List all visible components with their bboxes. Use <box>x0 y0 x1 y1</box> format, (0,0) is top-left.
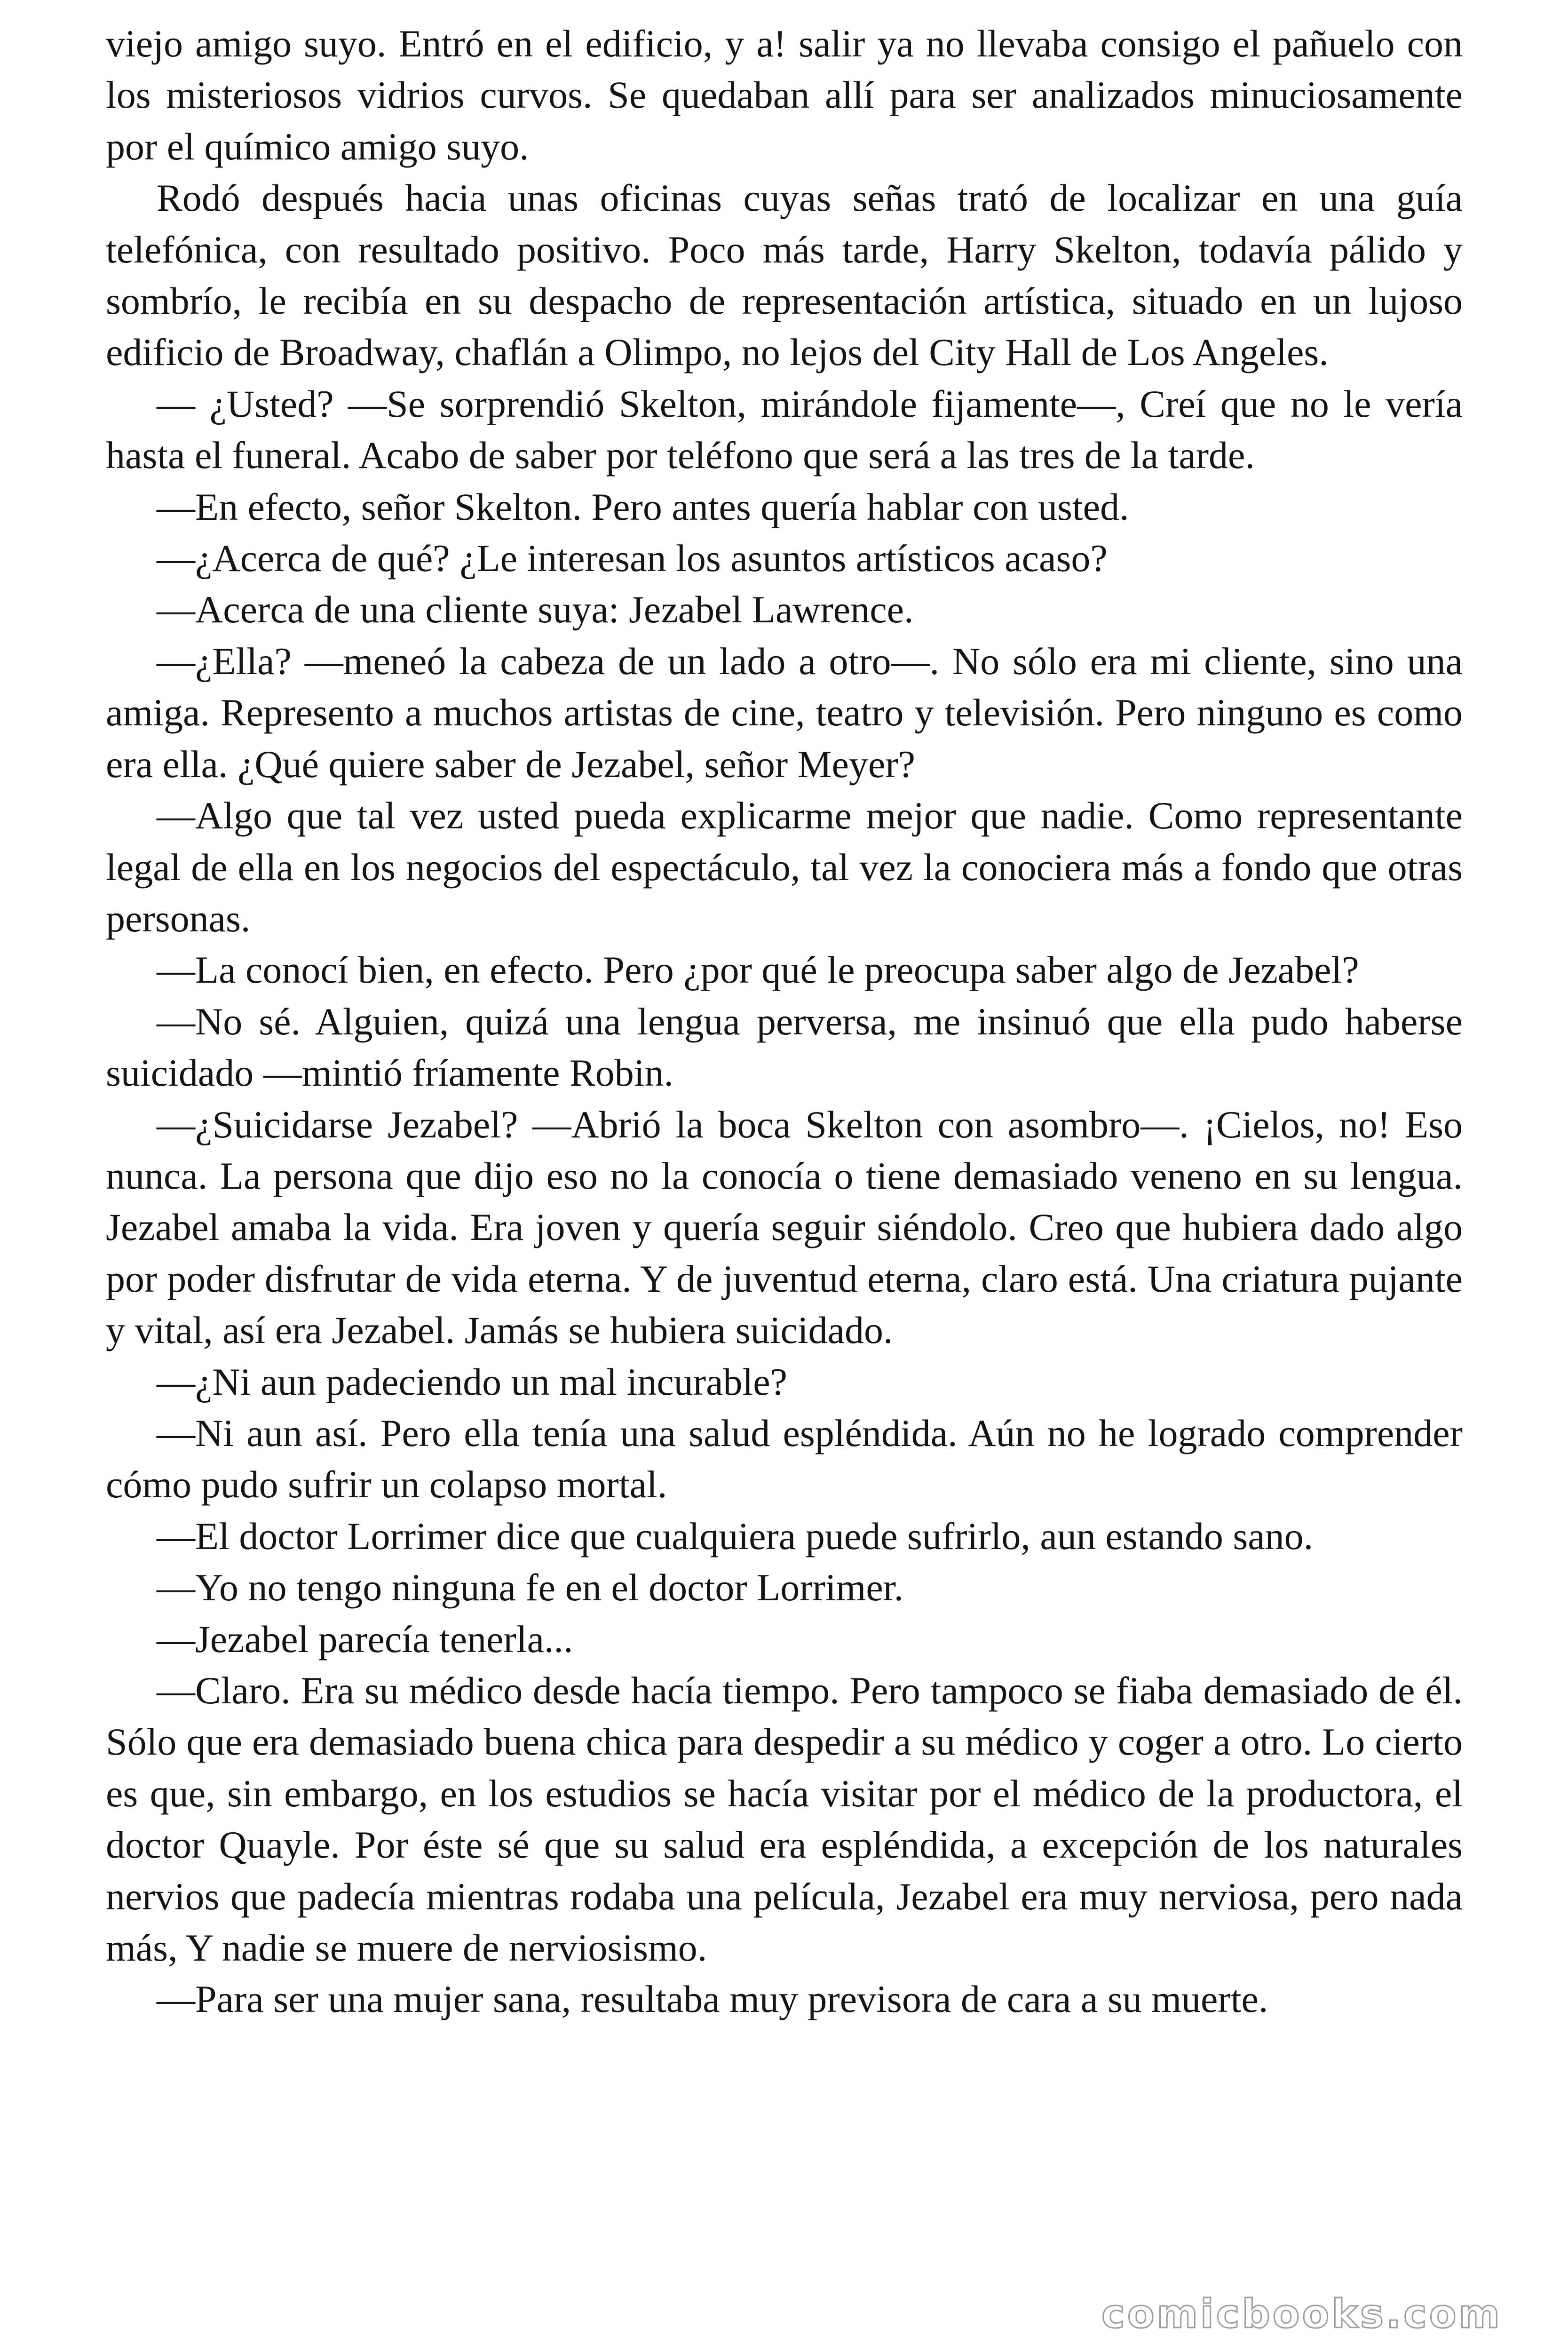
paragraph-continued: viejo amigo suyo. Entró en el edificio, y a! salir ya no llevaba consigo el pañuelo con los misteriosos vidrios curvos. Se quedaban allí para ser analizados minuciosamente por el químico amigo suyo. <box>106 22 1463 168</box>
dialogue-line: —El doctor Lorrimer dice que cualquiera puede sufrirlo, aun estando sano. <box>157 1514 1314 1557</box>
dialogue-line: —Ni aun así. Pero ella tenía una salud espléndida. Aún no he logrado comprender cómo pudo sufrir un colapso mortal. <box>106 1411 1463 1506</box>
watermark-logo: comicbooks.com <box>1101 2291 1502 2337</box>
dialogue-line: —Para ser una mujer sana, resultaba muy previsora de cara a su muerte. <box>157 1978 1268 2021</box>
dialogue-line: —Yo no tengo ninguna fe en el doctor Lorrimer. <box>157 1566 904 1609</box>
dialogue-line: —No sé. Alguien, quizá una lengua perversa, me insinuó que ella pudo haberse suicidado —mintió fríamente Robin. <box>106 1000 1463 1095</box>
dialogue-line: —¿Ella? —meneó la cabeza de un lado a otro—. No sólo era mi cliente, sino una amiga. Represento a muchos artistas de cine, teatro y televisión. Pero ninguno es como era ella. ¿Qué quiere saber de Jezabel, señor Meyer? <box>106 639 1463 786</box>
dialogue-line: —¿Ni aun padeciendo un mal incurable? <box>157 1360 788 1403</box>
dialogue-line: —¿Suicidarse Jezabel? —Abrió la boca Skelton con asombro—. ¡Cielos, no! Eso nunca. La persona que dijo eso no la conocía o tiene demasiado veneno en su lengua. Jezabel amaba la vida. Era joven y quería seguir siéndolo. Creo que hubiera dado algo por poder disfrutar de vida eterna. Y de juventud eterna, claro está. Una criatura pujante y vital, así era Jezabel. Jamás se hubiera suicidado. <box>106 1103 1463 1352</box>
dialogue-line: —En efecto, señor Skelton. Pero antes quería hablar con usted. <box>157 485 1129 528</box>
dialogue-line: —Claro. Era su médico desde hacía tiempo. Pero tampoco se fiaba demasiado de él. Sólo que era demasiado buena chica para despedir a su médico y coger a otro. Lo cierto es que, sin embargo, en los estudios se hacía visitar por el médico de la productora, el doctor Quayle. Por éste sé que su salud era espléndida, a excepción de los naturales nervios que padecía mientras rodaba una película, Jezabel era muy nerviosa, pero nada más, Y nadie se muere de nerviosismo. <box>106 1669 1463 1970</box>
paragraph: Rodó después hacia unas oficinas cuyas señas trató de localizar en una guía telefónica, con resultado positivo. Poco más tarde, Harry Skelton, todavía pálido y sombrío, le recibía en su despacho de representación artística, situado en un lujoso edificio de Broadway, chaflán a Olimpo, no lejos del City Hall de Los Angeles. <box>106 176 1463 374</box>
dialogue-line: —La conocí bien, en efecto. Pero ¿por qué le preocupa saber algo de Jezabel? <box>157 948 1359 992</box>
dialogue-line: —¿Acerca de qué? ¿Le interesan los asuntos artísticos acaso? <box>157 537 1108 580</box>
dialogue-line: — ¿Usted? —Se sorprendió Skelton, mirándole fijamente—, Creí que no le vería hasta el funeral. Acabo de saber por teléfono que será a las tres de la tarde. <box>106 382 1463 477</box>
book-page-text <box>106 18 1463 2025</box>
dialogue-line: —Algo que tal vez usted pueda explicarme mejor que nadie. Como representante legal de ella en los negocios del espectáculo, tal vez la conociera más a fondo que otras personas. <box>106 794 1463 940</box>
dialogue-line: —Jezabel parecía tenerla... <box>157 1617 573 1661</box>
dialogue-line: —Acerca de una cliente suya: Jezabel Lawrence. <box>157 588 914 631</box>
